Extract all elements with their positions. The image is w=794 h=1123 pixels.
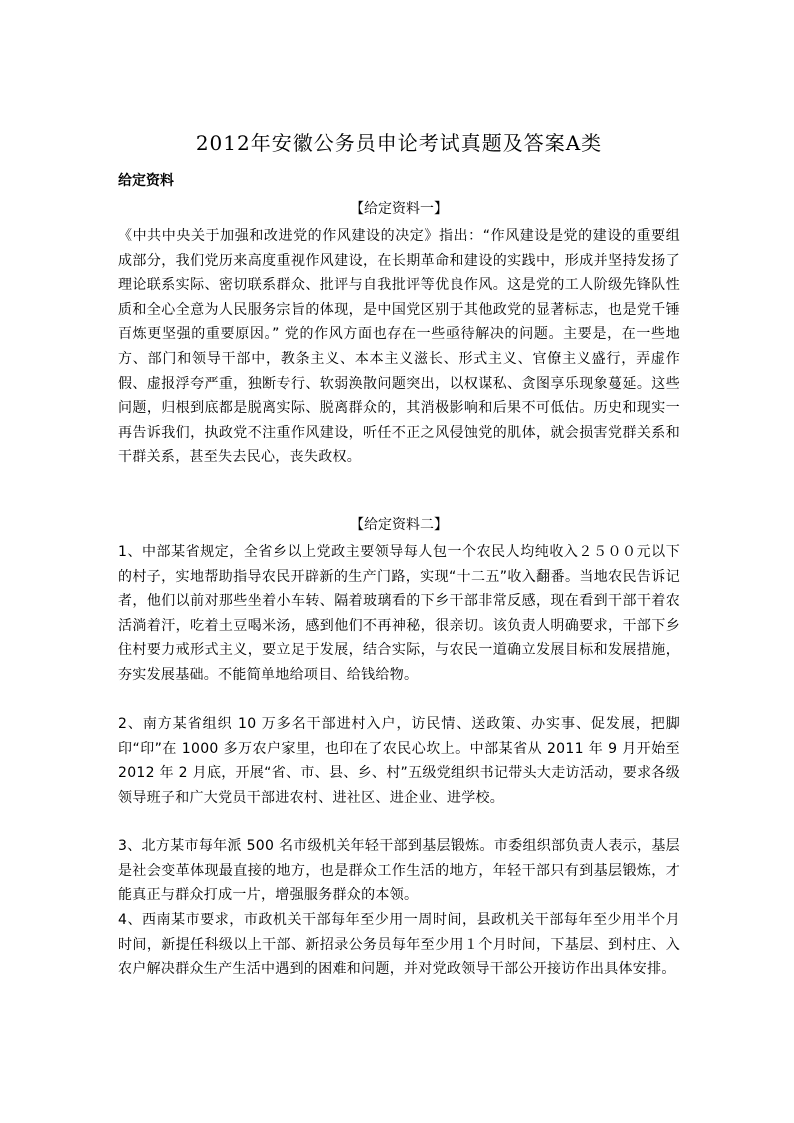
material-2-item-2: 2、南方某省组织 10 万多名干部进村入户，访民情、送政策、办实事、促发展，把脚印“印”在 1000 多万农户家里，也印在了农民心坎上。中部某省从 2011 年 9 月开始至 2012 年 2 月底，开展“省、市、县、乡、村”五级党组织书记带头大走访活动，要求各级领导班子和广大党员干部进农村、进社区、进企业、进学校。: [118, 716, 680, 806]
section-label: 给定资料: [118, 173, 174, 189]
document-title: 2012年安徽公务员申论考试真题及答案A类: [195, 131, 603, 155]
material-2-heading: 【给定资料二】: [350, 517, 448, 533]
material-2-item-1: 1、中部某省规定，全省乡以上党政主要领导每人包一个农民人均纯收入２５００元以下的村子，实地帮助指导农民开辟新的生产门路，实现“十二五”收入翻番。当地农民告诉记者，他们以前对那些坐着小车转、隔着玻璃看的下乡干部非常反感，现在看到干部干着农活淌着汗，吃着土豆喝米汤，感到他们不再神秘，很亲切。该负责人明确要求，干部下乡住村要力戒形式主义，要立足于发展，结合实际，与农民一道确立发展目标和发展措施，夯实发展基础。不能简单地给项目、给钱给物。: [118, 544, 680, 683]
material-1-heading: 【给定资料一】: [350, 201, 448, 217]
material-1-paragraph: 《中共中央关于加强和改进党的作风建设的决定》指出：“作风建设是党的建设的重要组成部分，我们党历来高度重视作风建设，在长期革命和建设的实践中，形成并坚持发扬了理论联系实际、密切联系群众、批评与自我批评等优良作风。这是党的工人阶级先锋队性质和全心全意为人民服务宗旨的体现，是中国党区别于其他政党的显著标志，也是党千锤百炼更坚强的重要原因。” 党的作风方面也存在一些亟待解决的问题。主要是，在一些地方、部门和领导干部中，教条主义、本本主义滋长、形式主义、官僚主义盛行，弄虚作假、虚报浮夸严重，独断专行、软弱涣散问题突出，以权谋私、贪图享乐现象蔓延。这些问题，归根到底都是脱离实际、脱离群众的，其消极影响和后果不可低估。历史和现实一再告诉我们，执政党不注重作风建设，听任不正之风侵蚀党的肌体，就会损害党群关系和干群关系，甚至失去民心，丧失政权。: [118, 228, 680, 466]
material-2-item-3: 3、北方某市每年派 500 名市级机关年轻干部到基层锻炼。市委组织部负责人表示，基层是社会变革体现最直接的地方，也是群众工作生活的地方，年轻干部只有到基层锻炼，才能真正与群众打成一片，增强服务群众的本领。: [118, 838, 680, 904]
material-2-item-4: 4、西南某市要求，市政机关干部每年至少用一周时间，县政机关干部每年至少用半个月时间，新提任科级以上干部、新招录公务员每年至少用１个月时间，下基层、到村庄、入农户解决群众生产生活中遇到的困难和问题，并对党政领导干部公开接访作出具体安排。: [118, 912, 680, 978]
